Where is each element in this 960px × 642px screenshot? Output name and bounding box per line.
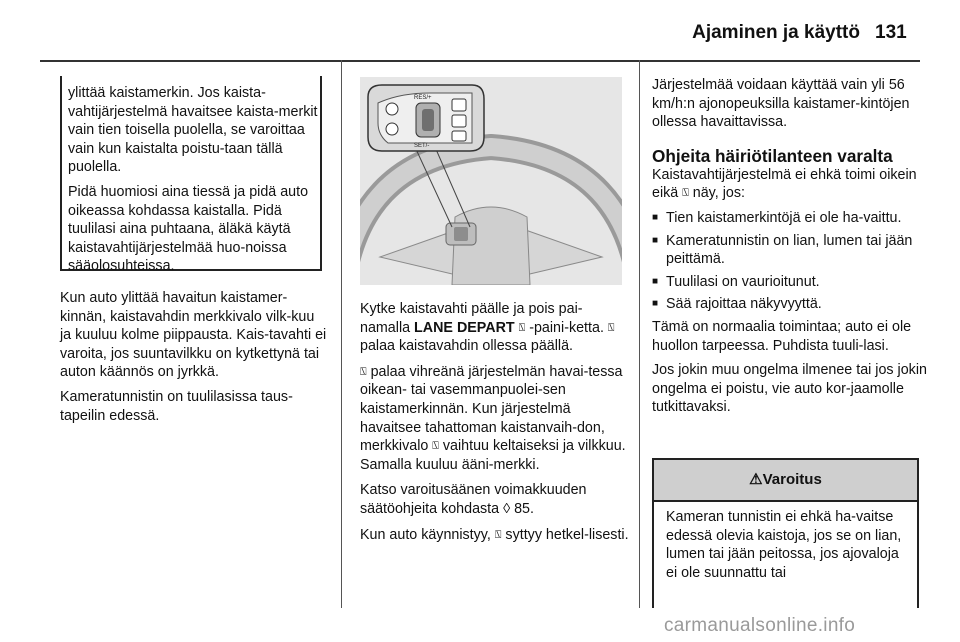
warning-title: Varoitus (762, 471, 822, 488)
list-item: ■ Tien kaistamerkintöjä ei ole ha-vaittu. (652, 209, 902, 226)
note-paragraph-2: Pidä huomiosi aina tiessä ja pidä auto oikeassa kohdassa kaistalla. Pidä tuulilasi aina puhtaana, äläkä käytä kaistavahtijärjestelmää huo-noissa sääolosuhteissa. (68, 183, 309, 275)
bullet-square-icon: ■ (652, 234, 659, 246)
lane-depart-button-label: LANE DEPART (414, 319, 515, 336)
col2-paragraph-1: Kytke kaistavahti päälle ja pois pai-namalla LANE DEPART ⍂ -paini-ketta. ⍂ palaa kaistavahdin ollessa päällä. (360, 301, 615, 355)
set-label: SET/- (414, 143, 430, 149)
column-1-text (60, 289, 328, 431)
col2-paragraph-2: ⍂ palaa vihreänä järjestelmän havai-tessa oikean- tai vasemmanpuolei-sen kaistamerkinnän. Kun järjestelmä havaitsee tahattoman kaistanvaih-don, merkkivalo ⍂ vaihtuu keltaiseksi ja vilkkuu. Samalla kuuluu ääni-merkki. (360, 363, 626, 473)
section-heading: Ohjeita häiriötilanteen varalta (652, 145, 893, 166)
lane-departure-icon: ⍂ (682, 187, 689, 200)
bullet-square-icon: ■ (652, 275, 659, 287)
list-item: ■ Tuulilasi on vaurioitunut. (652, 273, 820, 290)
lane-departure-icon: ⍂ (518, 321, 526, 334)
steering-wheel-illustration (360, 77, 622, 285)
column-divider-2 (639, 60, 640, 608)
res-label: RES/+ (414, 95, 432, 101)
col3-paragraph-3: Tämä on normaalia toimintaa; auto ei ole huollon tarpeessa. Puhdista tuuli-lasi. (652, 318, 912, 354)
lane-departure-icon: ⍂ (607, 321, 615, 334)
note-paragraph-1: ylittää kaistamerkin. Jos kaista-vahtijärjestelmä havaitsee kaista-merkit vain tien toisella puolella, se varoittaa vain kun kaistalta poistu-taan tällä puolella. (68, 85, 318, 176)
warning-triangle-icon: ⚠ (749, 471, 763, 488)
header-rule (40, 60, 920, 62)
list-item: ■ Kameratunnistin on lian, lumen tai jään peittämä. (652, 232, 913, 268)
continued-note-box (60, 76, 322, 275)
bullet-square-icon: ■ (652, 211, 659, 223)
warning-body: Kameran tunnistin ei ehkä ha-vaitse edessä olevia kaistoja, jos se on lian, lumen tai jään peitossa, jos ajovaloja ei ole suunnattu tai (666, 509, 902, 581)
bullet-square-icon: ■ (652, 298, 659, 310)
col1-paragraph-1: Kun auto ylittää havaitun kaistamer-kinnän, kaistavahdin merkkivalo vilk-kuu ja kuuluu kolme piippausta. Kais-tavahti ei varoita, jos suuntavilkku on kytkettynä tai auton käännös on jyrkkä. (60, 290, 327, 381)
list-item: ■ Sää rajoittaa näkyvyyttä. (652, 296, 822, 313)
col2-paragraph-4: Kun auto käynnistyy, ⍂ syttyy hetkel-lisesti. (360, 526, 629, 543)
col1-paragraph-2: Kameratunnistin on tuulilasissa taus-tapeilin edessä. (60, 388, 293, 424)
col3-paragraph-1: Järjestelmää voidaan käyttää vain yli 56 km/h:n ajonopeuksilla kaistamer-kintöjen ollessa havaittavissa. (652, 77, 910, 131)
steering-wheel-drawing (360, 77, 622, 285)
col3-paragraph-2: Kaistavahtijärjestelmä ei ehkä toimi oikein eikä ⍂ näy, jos: (652, 166, 917, 202)
page-header-title: Ajaminen ja käyttö (692, 22, 860, 43)
lane-departure-icon: ⍂ (360, 365, 367, 378)
lane-departure-icon: ⍂ (494, 528, 502, 541)
col3-paragraph-4: Jos jokin muu ongelma ilmenee tai jos jokin ongelma ei poistu, vie auto kor-jaamolle tutkittavaksi. (652, 362, 927, 416)
warning-box (652, 458, 919, 608)
col2-paragraph-3: Katso varoitusäänen voimakkuuden säätöohjeita kohdasta ◊ 85. (360, 482, 587, 517)
warning-header (654, 460, 917, 502)
column-3-text (652, 76, 927, 423)
watermark: carmanualsonline.info (664, 615, 856, 636)
page-number: 131 (875, 22, 907, 43)
column-divider-1 (341, 60, 342, 608)
column-2-text (360, 300, 630, 551)
lane-departure-icon: ⍂ (432, 440, 439, 453)
